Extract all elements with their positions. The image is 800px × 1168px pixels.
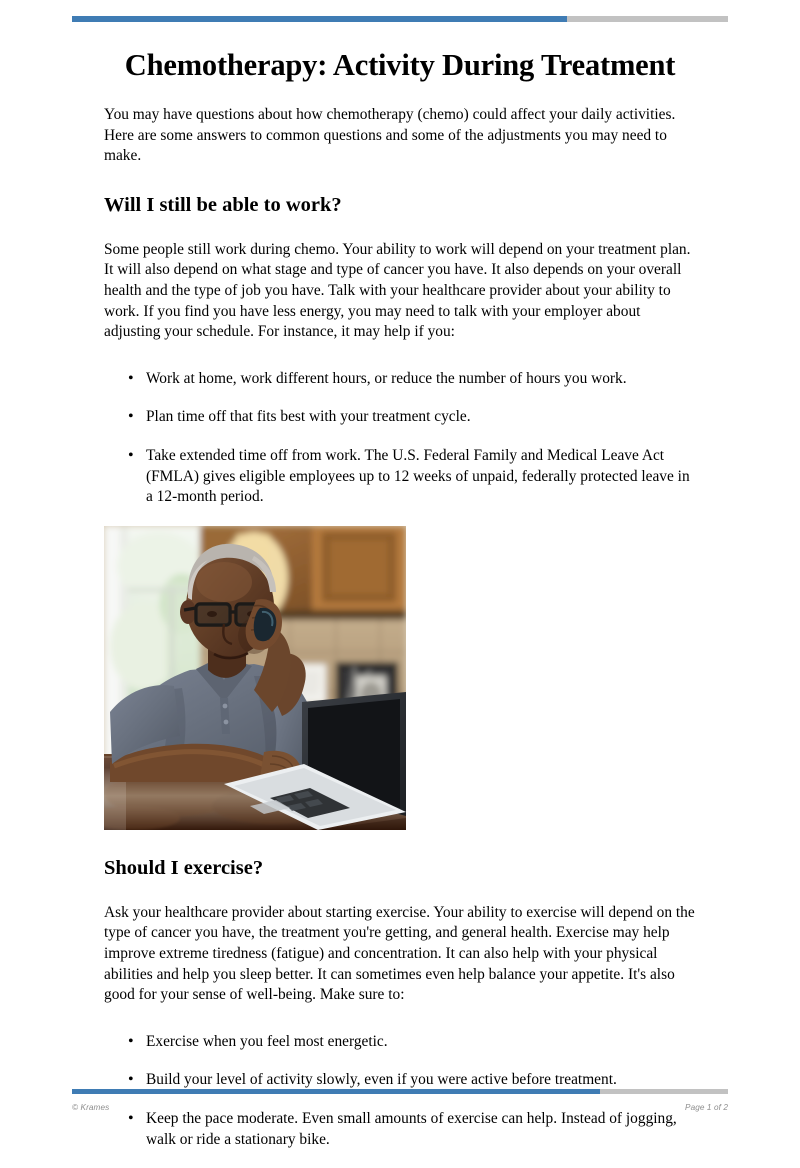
header-rule-gray-segment — [567, 16, 728, 22]
section-body-work: Some people still work during chemo. Your ability to work will depend on your treatment plan. It will also depend on what stage and type of cancer you have. It also depends on your overall health and the type of job you have. Talk with your healthcare provider about your ability to work. If you find you have less energy, you may need to talk with your employer about adjusting your schedule. For instance, it may help if you: — [104, 240, 691, 341]
list-item: • Build your level of activity slowly, even if you were active before treatment. — [104, 1070, 696, 1091]
section-heading-work: Will I still be able to work? — [104, 193, 342, 216]
list-item: • Take extended time off from work. The U.S. Federal Family and Medical Leave Act (FMLA) gives eligible employees up to 12 weeks of unpaid, federally protected leave in a 12-month period. — [104, 446, 696, 508]
footer-copyright: © Krames — [72, 1103, 110, 1112]
footer-rule-blue-segment — [72, 1089, 600, 1094]
header-rule-blue-segment — [72, 16, 567, 22]
section-body-exercise: Ask your healthcare provider about starting exercise. Your ability to exercise will depend on the type of cancer you have, the treatment you're getting, and general health. Exercise may help improve extreme tiredness (fatigue) and concentration. It can also help with your physical abilities and help you sleep better. It can sometimes even help balance your appetite. It's also good for your sense of well-being. Make sure to: — [104, 903, 695, 1004]
footer-page-number: Page 1 of 2 — [685, 1103, 728, 1112]
bullet-list-work — [104, 369, 696, 508]
list-item: • Plan time off that fits best with your treatment cycle. — [104, 407, 696, 428]
list-item: • Work at home, work different hours, or reduce the number of hours you work. — [104, 369, 696, 390]
page-title: Chemotherapy: Activity During Treatment — [124, 48, 676, 82]
document-content — [104, 48, 696, 1168]
footer-rule — [72, 1089, 728, 1094]
section-heading-exercise: Should I exercise? — [104, 856, 264, 879]
photo-figure — [104, 526, 406, 830]
list-item: • Exercise when you feel most energetic. — [104, 1032, 696, 1053]
footer — [72, 1103, 728, 1112]
footer-rule-gray-segment — [600, 1089, 728, 1094]
intro-paragraph: You may have questions about how chemotherapy (chemo) could affect your daily activities. Here are some answers to common questions and some of the adjustments you may need to make. — [104, 106, 676, 165]
photo-man-on-phone-at-laptop — [104, 526, 406, 830]
header-rule — [72, 16, 728, 22]
list-item: • Keep the pace moderate. Even small amounts of exercise can help. Instead of jogging, walk or ride a stationary bike. — [104, 1109, 696, 1150]
